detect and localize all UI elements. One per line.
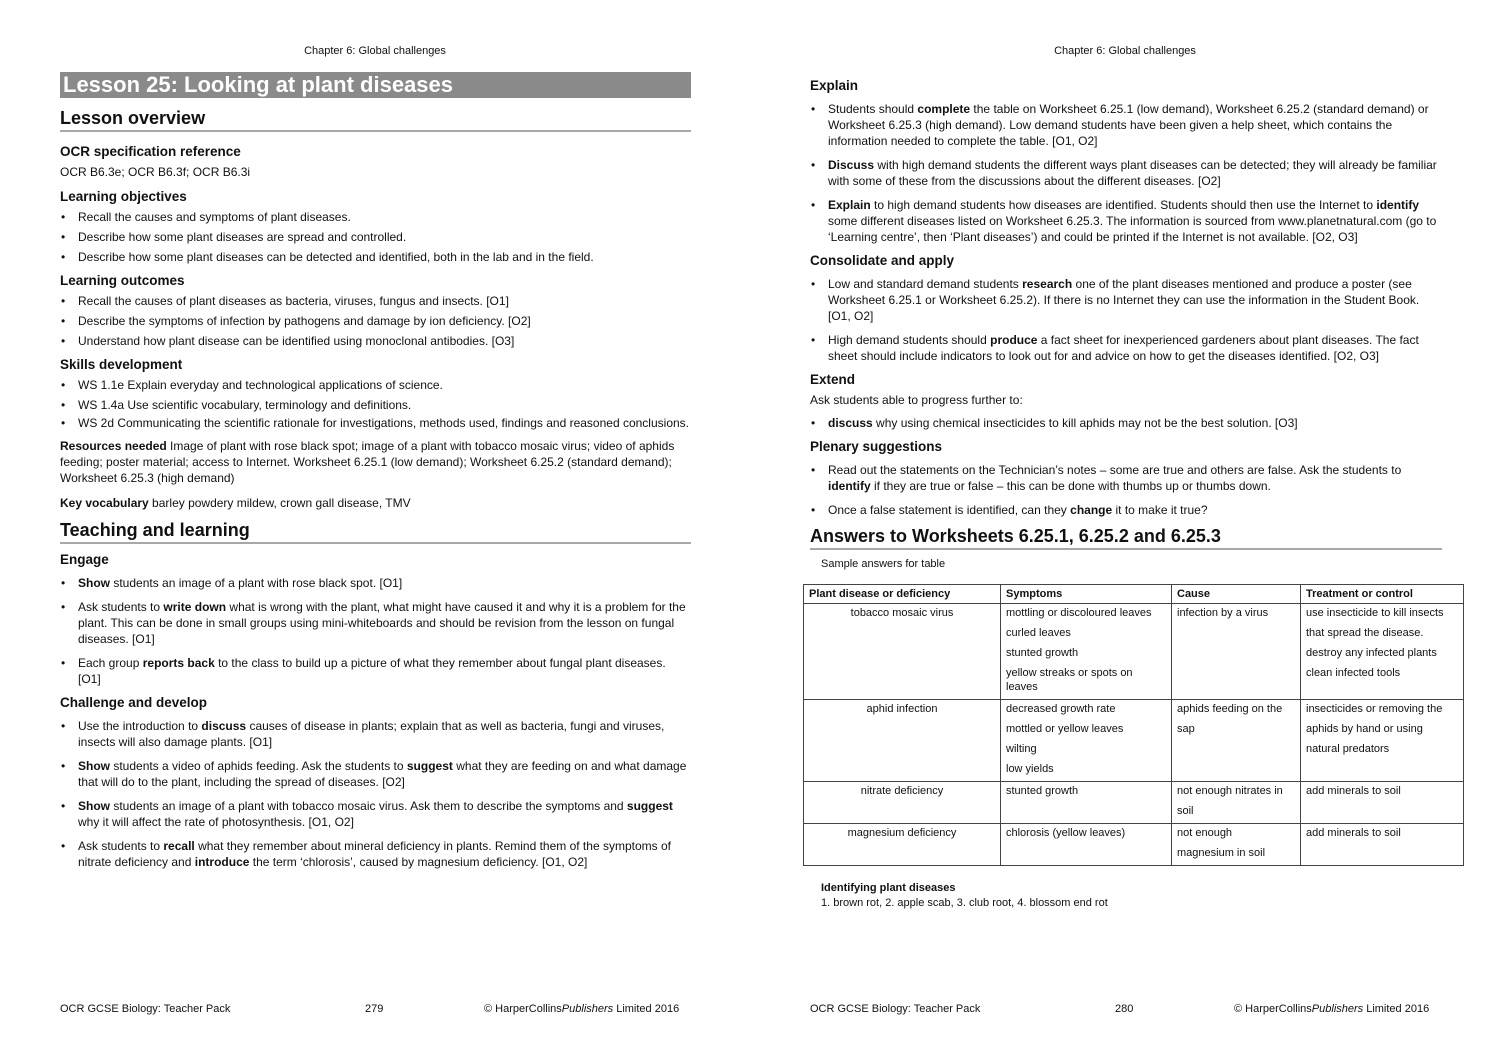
list-item: • Describe how some plant diseases are spread and controlled. xyxy=(60,229,691,245)
item-text: what they are feeding on and what damage that will do to the plant, including the spread of diseases. [O2] xyxy=(78,759,687,789)
symptoms-cell xyxy=(1001,824,1172,866)
vocab-label: Key vocabulary xyxy=(60,496,149,510)
cause-line: soil xyxy=(1177,805,1194,817)
bold-verb: identify xyxy=(1376,198,1420,212)
item-text: with high demand students the different ways plant diseases can be detected; they will already be familiar with some of these from the discussions about the different diseases. [O2] xyxy=(828,158,1437,188)
extend-list xyxy=(810,415,1442,431)
bold-verb: complete xyxy=(917,102,971,116)
page-number: 280 xyxy=(1115,1003,1134,1015)
bold-verb: suggest xyxy=(406,759,453,773)
footer-book-title: OCR GCSE Biology: Teacher Pack xyxy=(810,1003,981,1015)
list-item xyxy=(810,157,1442,189)
cause-line: sap xyxy=(1177,723,1195,735)
symptoms-line: mottled or yellow leaves xyxy=(1006,723,1124,735)
list-item: • Describe how some plant diseases can be detected and identified, both in the lab and in the field. xyxy=(60,249,691,265)
list-item xyxy=(810,502,1442,518)
item-text: Ask students to xyxy=(78,839,164,853)
treatment-cell xyxy=(1301,824,1464,866)
cause-cell xyxy=(1172,824,1301,866)
copyright-text: © HarperCollins xyxy=(484,1003,562,1015)
column-header: Symptoms xyxy=(1001,585,1172,604)
lesson-title: Lesson 25: Looking at plant diseases xyxy=(60,72,691,98)
answers-table xyxy=(803,584,1464,866)
item-text: a fact sheet for inexperienced gardeners about plant diseases. The fact sheet should include indicators to look out for and advice on how to get the diseases identified. [O2, O3] xyxy=(828,333,1419,363)
list-item: • WS 1.4a Use scientific vocabulary, terminology and definitions. xyxy=(60,397,691,413)
objectives-heading: Learning objectives xyxy=(60,189,187,204)
list-item xyxy=(810,462,1442,494)
list-item xyxy=(60,575,691,591)
list-item xyxy=(60,838,691,870)
explain-heading: Explain xyxy=(810,78,859,93)
item-text: to the class to build up a picture of what they remember about fungal plant diseases. [O1] xyxy=(78,656,666,686)
item-text: why using chemical insecticides to kill aphids may not be the best solution. [O3] xyxy=(872,416,1298,430)
symptoms-cell xyxy=(1001,782,1172,824)
list-item xyxy=(810,101,1442,149)
item-text: Students should xyxy=(828,102,918,116)
cause-cell xyxy=(1172,700,1301,782)
item-text: some different diseases listed on Worksheet 6.25.3. The information is sourced from www.planetnatural.com (go to ‘Learning centre’, then ‘Plant diseases’) and could be printed if the Internet is not available. [O2, O3] xyxy=(828,214,1437,244)
bold-verb: Show xyxy=(78,799,110,813)
bold-verb: suggest xyxy=(626,799,673,813)
chapter-header: Chapter 6: Global challenges xyxy=(304,45,446,57)
treatment-line: clean infected tools xyxy=(1306,667,1401,679)
column-header: Plant disease or deficiency xyxy=(804,585,1001,604)
item-text: Read out the statements on the Technician’s notes – some are true and others are false. Ask the students to xyxy=(828,463,1402,477)
list-item: • Understand how plant disease can be identified using monoclonal antibodies. [O3] xyxy=(60,333,691,349)
symptoms-line: stunted growth xyxy=(1006,647,1079,659)
right-column xyxy=(810,78,1442,909)
item-text: Once a false statement is identified, can they xyxy=(828,503,1071,517)
cause-line: not enough xyxy=(1177,827,1233,839)
plenary-list xyxy=(810,462,1442,518)
cause-line: magnesium in soil xyxy=(1177,847,1266,859)
engage-list xyxy=(60,575,691,687)
copyright-text: Limited 2016 xyxy=(1363,1003,1430,1015)
plenary-heading: Plenary suggestions xyxy=(810,439,943,454)
bold-verb: Explain xyxy=(828,198,871,212)
item-text: what is wrong with the plant, what might have caused it and why it is a problem for the plant. This can be done in small groups using mini-whiteboards and should be revision from the lesson on fungal diseases. [O1] xyxy=(78,600,686,646)
copyright-text: Limited 2016 xyxy=(613,1003,680,1015)
disease-cell: magnesium deficiency xyxy=(804,824,1001,866)
cause-line: aphids feeding on the xyxy=(1177,703,1283,715)
list-item xyxy=(810,415,1442,431)
sample-caption: Sample answers for table xyxy=(821,558,946,570)
item-text: if they are true or false – this can be done with thumbs up or thumbs down. xyxy=(870,479,1271,493)
list-item xyxy=(810,332,1442,364)
answers-table-body xyxy=(804,604,1464,866)
disease-cell: nitrate deficiency xyxy=(804,782,1001,824)
list-item: • WS 2d Communicating the scientific rationale for investigations, methods used, findings and reasoned conclusions. xyxy=(60,417,691,430)
footer-book-title: OCR GCSE Biology: Teacher Pack xyxy=(60,1003,231,1015)
bold-verb: discuss xyxy=(201,719,247,733)
skills-heading: Skills development xyxy=(60,357,183,372)
symptoms-line: curled leaves xyxy=(1006,627,1071,639)
consolidate-list xyxy=(810,276,1442,364)
symptoms-line: decreased growth rate xyxy=(1006,703,1116,715)
bold-verb: Show xyxy=(78,759,110,773)
challenge-list xyxy=(60,718,691,870)
list-item xyxy=(60,718,691,750)
consolidate-heading: Consolidate and apply xyxy=(810,253,955,268)
list-item xyxy=(810,276,1442,324)
item-text: to high demand students how diseases are identified. Students should then use the Internet to xyxy=(870,198,1377,212)
column-header: Treatment or control xyxy=(1301,585,1464,604)
list-item xyxy=(60,655,691,687)
engage-heading: Engage xyxy=(60,552,109,567)
bold-verb: change xyxy=(1070,503,1113,517)
table-row xyxy=(804,824,1464,866)
outcomes-heading: Learning outcomes xyxy=(60,273,185,288)
symptoms-line: low yields xyxy=(1006,763,1054,775)
resources-paragraph xyxy=(60,438,691,486)
item-text: the term ‘chlorosis’, caused by magnesium deficiency. [O1, O2] xyxy=(249,855,588,869)
right-page xyxy=(750,0,1500,1061)
extend-heading: Extend xyxy=(810,372,856,387)
copyright-italic: Publishers xyxy=(561,1003,614,1015)
bold-verb: write down xyxy=(163,600,227,614)
left-column xyxy=(60,72,691,878)
list-item: • Recall the causes and symptoms of plant diseases. xyxy=(60,209,691,225)
list-item: • Recall the causes of plant diseases as bacteria, viruses, fungus and insects. [O1] xyxy=(60,293,691,309)
treatment-cell xyxy=(1301,700,1464,782)
treatment-line: add minerals to soil xyxy=(1306,827,1401,839)
symptoms-line: yellow streaks or spots on leaves xyxy=(1006,667,1133,693)
resources-label: Resources needed xyxy=(60,439,167,453)
list-item xyxy=(60,758,691,790)
item-text: Each group xyxy=(78,656,143,670)
cause-cell xyxy=(1172,604,1301,700)
cause-cell xyxy=(1172,782,1301,824)
item-text: causes of disease in plants; explain that as well as bacteria, fungi and viruses, insects will also damage plants. [O1] xyxy=(78,719,665,749)
treatment-line: destroy any infected plants xyxy=(1306,647,1437,659)
item-text: High demand students should xyxy=(828,333,991,347)
list-item: • Describe the symptoms of infection by pathogens and damage by ion deficiency. [O2] xyxy=(60,313,691,329)
cause-line: infection by a virus xyxy=(1177,607,1269,619)
vocab-text: barley powdery mildew, crown gall disease, TMV xyxy=(148,496,411,510)
skills-list xyxy=(60,377,691,430)
item-text: what they remember about mineral deficiency in plants. Remind them of the symptoms of nitrate deficiency and xyxy=(78,839,671,869)
bold-verb: Discuss xyxy=(828,158,875,172)
item-text: Ask students to xyxy=(78,600,164,614)
copyright-text: © HarperCollins xyxy=(1234,1003,1312,1015)
spec-heading: OCR specification reference xyxy=(60,144,241,159)
symptoms-cell xyxy=(1001,700,1172,782)
item-text: Low and standard demand students xyxy=(828,277,1023,291)
list-item xyxy=(60,798,691,830)
bold-verb: recall xyxy=(163,839,195,853)
footer-copyright xyxy=(484,1003,679,1015)
chapter-header: Chapter 6: Global challenges xyxy=(1054,45,1196,57)
bold-verb: reports back xyxy=(142,656,215,670)
bold-verb: identify xyxy=(828,479,871,493)
disease-cell: tobacco mosaic virus xyxy=(804,604,1001,700)
table-row xyxy=(804,782,1464,824)
table-header-row xyxy=(804,585,1464,604)
explain-list xyxy=(810,101,1442,245)
resources-text: Image of plant with rose black spot; image of a plant with tobacco mosaic virus; video of aphids feeding; poster material; access to Internet. Worksheet 6.25.1 (low demand); Worksheet 6.25.2 (standard demand); Worksheet 6.25.3 (high demand) xyxy=(60,439,675,485)
treatment-line: insecticides or removing the xyxy=(1306,703,1443,715)
item-text: why it will affect the rate of photosynthesis. [O1, O2] xyxy=(78,815,354,829)
treatment-cell xyxy=(1301,782,1464,824)
symptoms-line: mottling or discoloured leaves xyxy=(1006,607,1152,619)
symptoms-line: chlorosis (yellow leaves) xyxy=(1006,827,1126,839)
spec-text: OCR B6.3e; OCR B6.3f; OCR B6.3i xyxy=(60,165,251,179)
bold-verb: discuss xyxy=(828,416,873,430)
bold-verb: Show xyxy=(78,576,110,590)
symptoms-line: wilting xyxy=(1006,743,1037,755)
treatment-line: aphids by hand or using xyxy=(1306,723,1423,735)
copyright-italic: Publishers xyxy=(1311,1003,1364,1015)
cause-line: not enough nitrates in xyxy=(1177,785,1283,797)
table-row xyxy=(804,604,1464,700)
teaching-heading: Teaching and learning xyxy=(60,520,691,544)
outcomes-list xyxy=(60,293,691,349)
extend-intro: Ask students able to progress further to: xyxy=(810,393,1023,407)
treatment-cell xyxy=(1301,604,1464,700)
treatment-line: use insecticide to kill insects xyxy=(1306,607,1444,619)
answers-heading: Answers to Worksheets 6.25.1, 6.25.2 and 6.25.3 xyxy=(810,526,1442,550)
objectives-list xyxy=(60,209,691,265)
item-text: the table on Worksheet 6.25.1 (low demand), Worksheet 6.25.2 (standard demand) or Worksheet 6.25.3 (high demand). Low demand students have been given a help sheet, which contains the information needed to complete the table. [O1, O2] xyxy=(828,102,1429,148)
item-text: students an image of a plant with rose black spot. [O1] xyxy=(110,576,403,590)
identify-answers: 1. brown rot, 2. apple scab, 3. club root, 4. blossom end rot xyxy=(821,897,1108,909)
disease-cell: aphid infection xyxy=(804,700,1001,782)
footer-copyright xyxy=(1234,1003,1429,1015)
item-text: it to make it true? xyxy=(1112,503,1208,517)
bold-verb: produce xyxy=(990,333,1038,347)
item-text: Use the introduction to xyxy=(78,719,202,733)
lesson-overview-heading: Lesson overview xyxy=(60,108,691,132)
treatment-line: add minerals to soil xyxy=(1306,785,1401,797)
table-row xyxy=(804,700,1464,782)
challenge-heading: Challenge and develop xyxy=(60,695,208,710)
identify-heading: Identifying plant diseases xyxy=(821,882,956,894)
bold-verb: research xyxy=(1022,277,1073,291)
list-item: • WS 1.1e Explain everyday and technological applications of science. xyxy=(60,377,691,393)
item-text: students a video of aphids feeding. Ask the students to xyxy=(110,759,407,773)
bold-verb: introduce xyxy=(194,855,250,869)
treatment-line: natural predators xyxy=(1306,743,1390,755)
item-text: one of the plant diseases mentioned and produce a poster (see Worksheet 6.25.1 or Worksheet 6.25.2). If there is no Internet they can use the information in the Student Book. [O1, O2] xyxy=(828,277,1420,323)
list-item xyxy=(810,197,1442,245)
item-text: students an image of a plant with tobacco mosaic virus. Ask them to describe the symptoms and xyxy=(110,799,627,813)
page-number: 279 xyxy=(365,1003,384,1015)
vocab-paragraph xyxy=(60,495,691,511)
column-header: Cause xyxy=(1172,585,1301,604)
symptoms-line: stunted growth xyxy=(1006,785,1079,797)
symptoms-cell xyxy=(1001,604,1172,700)
list-item xyxy=(60,599,691,647)
treatment-line: that spread the disease. xyxy=(1306,627,1424,639)
